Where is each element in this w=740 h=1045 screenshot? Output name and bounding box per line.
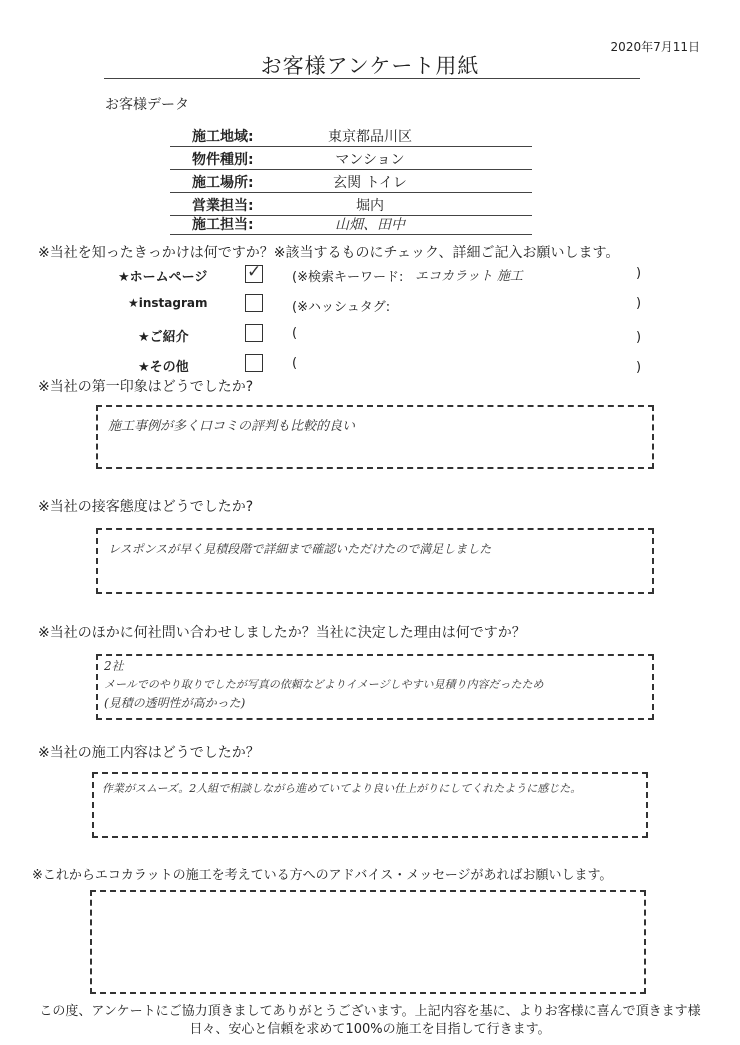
closing-line-2: 日々、安心と信頼を求めて100%の施工を目指して行きます。	[189, 1022, 551, 1037]
answer-text: 施工事例が多く口コミの評判も比較的良い	[108, 419, 356, 434]
answer-text: (見積の透明性が高かった)	[104, 696, 246, 710]
paren-close: )	[636, 296, 642, 311]
answer-box-advice[interactable]	[90, 890, 646, 994]
search-keyword-value: エコカラット 施工	[415, 269, 523, 284]
answer-box-first-impression[interactable]	[96, 405, 654, 469]
option-label-other: ★その他	[138, 360, 189, 375]
page-title: お客様アンケート用紙	[260, 54, 480, 78]
referral-prefix: (	[292, 326, 298, 341]
answer-text: 2社	[104, 659, 124, 673]
option-label-referral: ★ご紹介	[138, 330, 189, 345]
row-value: 堀内	[356, 198, 384, 214]
row-label: 施工担当:	[192, 217, 254, 233]
row-value: マンション	[335, 152, 405, 168]
check-mark-icon: ✓	[247, 262, 262, 282]
row-label: 施工場所:	[192, 175, 254, 191]
question-customer-service: ※当社の接客態度はどうでしたか?	[38, 499, 254, 515]
answer-box-customer-service[interactable]	[96, 528, 654, 594]
row-value: 玄関 トイレ	[333, 175, 407, 191]
row-label: 物件種別:	[192, 152, 254, 168]
answer-text: 作業がスムーズ。2人組で相談しながら進めていてより良い仕上がりにしてくれたように感じた。	[102, 782, 582, 795]
row-label: 営業担当:	[192, 198, 254, 214]
how-found-question: ※当社を知ったきっかけは何ですか？※該当するものにチェック、詳細ご記入お願いします。	[38, 245, 620, 261]
customer-data-row-location	[170, 170, 532, 193]
row-label: 施工地域:	[192, 129, 254, 145]
title-underline	[104, 78, 640, 79]
row-value: 山畑、田中	[335, 217, 405, 233]
question-other-companies: ※当社のほかに何社問い合わせしましたか？当社に決定した理由は何ですか？	[38, 625, 526, 641]
checkbox-homepage[interactable]	[245, 262, 263, 283]
paren-close: )	[636, 330, 642, 345]
paren-close: )	[636, 360, 642, 375]
customer-data-heading: お客様データ	[105, 97, 189, 113]
row-value: 東京都品川区	[328, 129, 412, 145]
customer-data-row-installer	[170, 212, 532, 235]
question-first-impression: ※当社の第一印象はどうでしたか?	[38, 379, 254, 395]
answer-box-work-quality[interactable]	[92, 772, 648, 838]
checkbox-instagram[interactable]	[245, 294, 263, 312]
checkbox-referral[interactable]	[245, 324, 263, 342]
search-keyword-prefix: (※検索キーワード:	[292, 270, 404, 285]
answer-text: レスポンスが早く見積段階で詳細まで確認いただけたので満足しました	[108, 542, 492, 556]
option-label-homepage: ★ホームページ	[118, 270, 208, 285]
question-advice: ※これからエコカラットの施工を考えている方へのアドバイス・メッセージがあればお願いします。	[32, 868, 613, 883]
closing-line-1: この度、アンケートにご協力頂きましてありがとうございます。上記内容を基に、よりお客様に喜んで頂きます様	[39, 1004, 701, 1019]
answer-text: メールでのやり取りでしたが写真の依頼などよりイメージしやすい見積り内容だったため	[104, 678, 544, 691]
option-label-instagram: ★instagram	[128, 296, 208, 310]
checkbox-other[interactable]	[245, 354, 263, 372]
customer-data-row-property-type	[170, 147, 532, 170]
hashtag-prefix: (※ハッシュタグ:	[292, 300, 391, 315]
paren-close: )	[636, 266, 642, 281]
survey-date: 2020年7月11日	[610, 40, 700, 54]
other-prefix: (	[292, 356, 298, 371]
question-work-quality: ※当社の施工内容はどうでしたか？	[38, 745, 260, 761]
customer-data-row-area	[170, 124, 532, 147]
answer-box-other-companies[interactable]	[96, 654, 654, 720]
